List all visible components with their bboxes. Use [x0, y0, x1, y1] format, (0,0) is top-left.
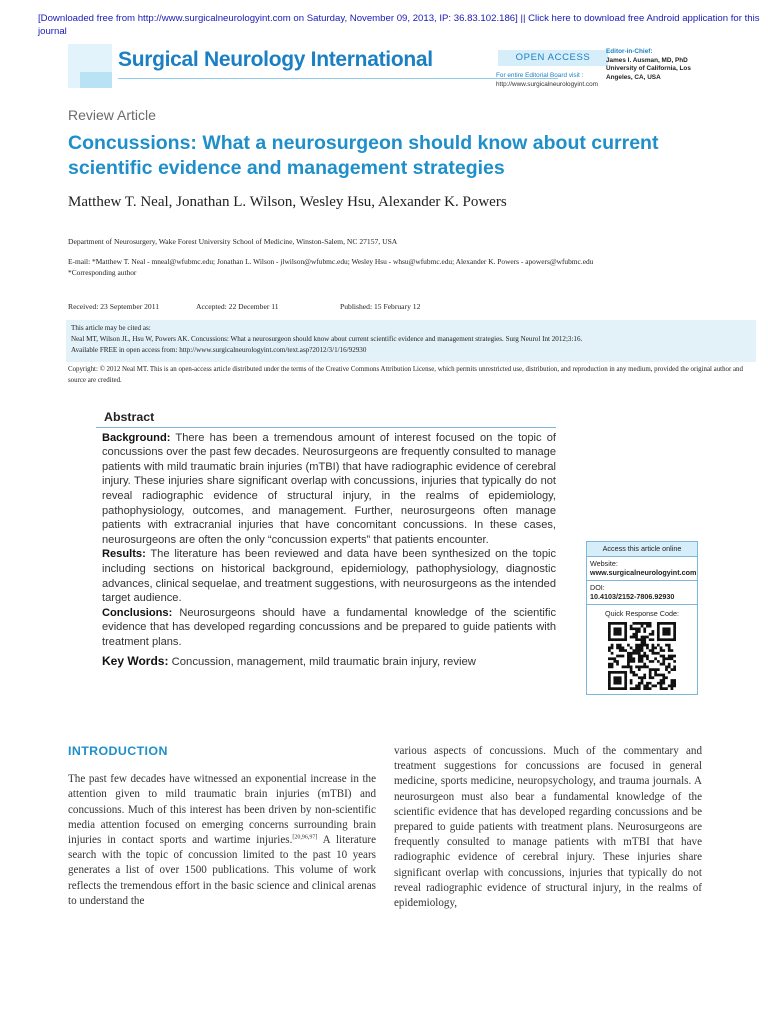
abstract [96, 410, 556, 669]
website-link[interactable]: www.surgicalneurologyint.com [590, 568, 697, 577]
website-label: Website: [590, 558, 618, 568]
board-url[interactable]: http://www.surgicalneurologyint.com [496, 81, 598, 88]
journal-header [68, 44, 768, 88]
copyright-notice: Copyright: © 2012 Neal MT. This is an open-access article distributed under the terms of the Creative Commons Attribution License, which permits unrestricted use, distribution, and reproduction in any medium, provided the original author and source are credited. [68, 366, 743, 384]
website-row [587, 557, 697, 581]
abstract-keywords [96, 654, 556, 670]
received-date: Received: 23 September 2011 [68, 302, 160, 311]
qr-code-icon[interactable] [608, 622, 676, 690]
intro-continued: various aspects of concussions. Much of the commentary and treatment suggestions for concussions are focused in general medicine, sports medicine, neuropsychology, and trauma journals. A neurosurgeon must also bear a fundamental knowledge of the scientific evidence that has developed regarding concussions and be prepared to guide patients with treatment plans. Neurosurgeons are frequently consulted to manage patients with mTBI that have radiographic evidence of cerebral injury. These injuries share significant overlap with concussions, injuries that typically do not reveal radiographic evidence of structural injury, in the realms of epidemiology, [394, 745, 702, 910]
intro-paragraph [68, 772, 376, 909]
access-heading: Access this article online [587, 542, 697, 557]
journal-logo-accent [68, 44, 112, 88]
accepted-date: Accepted: 22 December 11 [196, 302, 279, 311]
author-list: Matthew T. Neal, Jonathan L. Wilson, Wesley Hsu, Alexander K. Powers [68, 194, 507, 210]
intro-text-2: A literature search with the topic of concussion limited to the past 10 years generates a list of over 1500 publications. This volume of work reflects the tremendous effort in the basic science and clinical arenas to understand the [68, 834, 376, 907]
qr-section [587, 605, 697, 695]
abstract-background [96, 431, 556, 548]
intro-text-1: The past few decades have witnessed an exponential increase in the attention given to mild traumatic brain injuries (mTBI) and concussions. Much of this interest has been driven by non-scientific media attention focused on emerging concerns surrounding brain injuries in contact sports and wartime injuries. [68, 773, 376, 847]
editor-label: Editor-in-Chief: [606, 48, 653, 55]
affiliation: Department of Neurosurgery, Wake Forest University School of Medicine, Winston-Salem, NC 27157, USA [68, 237, 398, 246]
background-label: Background: [102, 431, 171, 444]
background-text: There has been a tremendous amount of interest focused on the topic of concussions over the past few decades. Neurosurgeons are frequently consulted to manage patients with mild traumatic brain injuries (mTBI) that have radiographic evidence of cerebral injury. These injuries share significant overlap with concussions, injuries that typically do not reveal radiographic evidence of structural injury, in the realms of epidemiology, pathophysiology, outcomes, and management. Further, neurosurgeons often manage patients with extracranial injuries that have concomitant concussions. In these cases, neurosurgeons are often the only “concussion experts” that patients encounter. [102, 431, 556, 546]
editor-affiliation: University of California, Los [606, 65, 691, 72]
editorial-board-info [496, 71, 598, 89]
email-line: E-mail: *Matthew T. Neal - mneal@wfubmc.edu; Jonathan L. Wilson - jlwilson@wfubmc.edu; Wesley Hsu - whsu@wfubmc.edu; Alexander K. Powers - apowers@wfubmc.edu [68, 257, 594, 266]
reference-marker[interactable]: [20,96,97] [292, 834, 318, 841]
results-label: Results: [102, 548, 146, 561]
abstract-conclusions [96, 606, 556, 650]
intro-heading: INTRODUCTION [68, 744, 168, 758]
conclusions-text: Neurosurgeons should have a fundamental knowledge of the scientific evidence that has developed regarding concussions and be prepared to guide patients with treatment plans. [102, 606, 556, 648]
corresponding-note: *Corresponding author [68, 268, 137, 277]
doi-row [587, 581, 697, 605]
editor-location: Angeles, CA, USA [606, 73, 661, 81]
intro-left-column [68, 744, 376, 909]
author-emails [68, 256, 748, 278]
citation-label: This article may be cited as: [71, 324, 151, 332]
article-title: Concussions: What a neurosurgeon should know about current scientific evidence and management strategies [68, 132, 659, 179]
editor-name: James I. Ausman, MD, PhD [606, 56, 688, 64]
abstract-results [96, 547, 556, 605]
editor-in-chief [606, 48, 746, 82]
download-link[interactable]: [Downloaded free from http://www.surgicalneurologyint.com on Saturday, November 09, 2013, IP: 36.83.102.186] || Click here to download free Android application for this journal [38, 13, 760, 37]
intro-right-column [394, 744, 702, 911]
board-label: For entire Editorial Board visit : [496, 72, 584, 79]
header-divider [118, 78, 558, 79]
published-date: Published: 15 February 12 [340, 302, 421, 311]
conclusions-label: Conclusions: [102, 606, 173, 619]
article-type: Review Article [68, 107, 156, 123]
open-access-badge: OPEN ACCESS [498, 50, 608, 66]
qr-label: Quick Response Code: [605, 608, 679, 618]
access-online-box [586, 541, 698, 695]
download-notice[interactable] [38, 12, 768, 38]
journal-name: Surgical Neurology International [118, 48, 433, 71]
citation-text: Neal MT, Wilson JL, Hsu W, Powers AK. Concussions: What a neurosurgeon should know about current scientific evidence and management strategies. Surg Neurol Int 2012;3:16. [71, 335, 583, 343]
abstract-heading: Abstract [96, 410, 556, 428]
results-text: The literature has been reviewed and data have been synthesized on the topic including sections on historical background, epidemiology, pathophysiology, diagnostic advances, clinical sequelae, and treatment suggestions, with neurosurgeons as the intended target audience. [102, 548, 557, 605]
keywords-label: Key Words: [102, 653, 169, 668]
citation-url[interactable]: Available FREE in open access from: http://www.surgicalneurologyint.com/text.asp?2012/3/1/16/92930 [71, 346, 367, 354]
citation-box [66, 320, 756, 362]
doi-label: DOI: [590, 582, 605, 592]
doi-value[interactable]: 10.4103/2152-7806.92930 [590, 592, 675, 601]
keywords-text: Concussion, management, mild traumatic brain injury, review [171, 655, 476, 668]
